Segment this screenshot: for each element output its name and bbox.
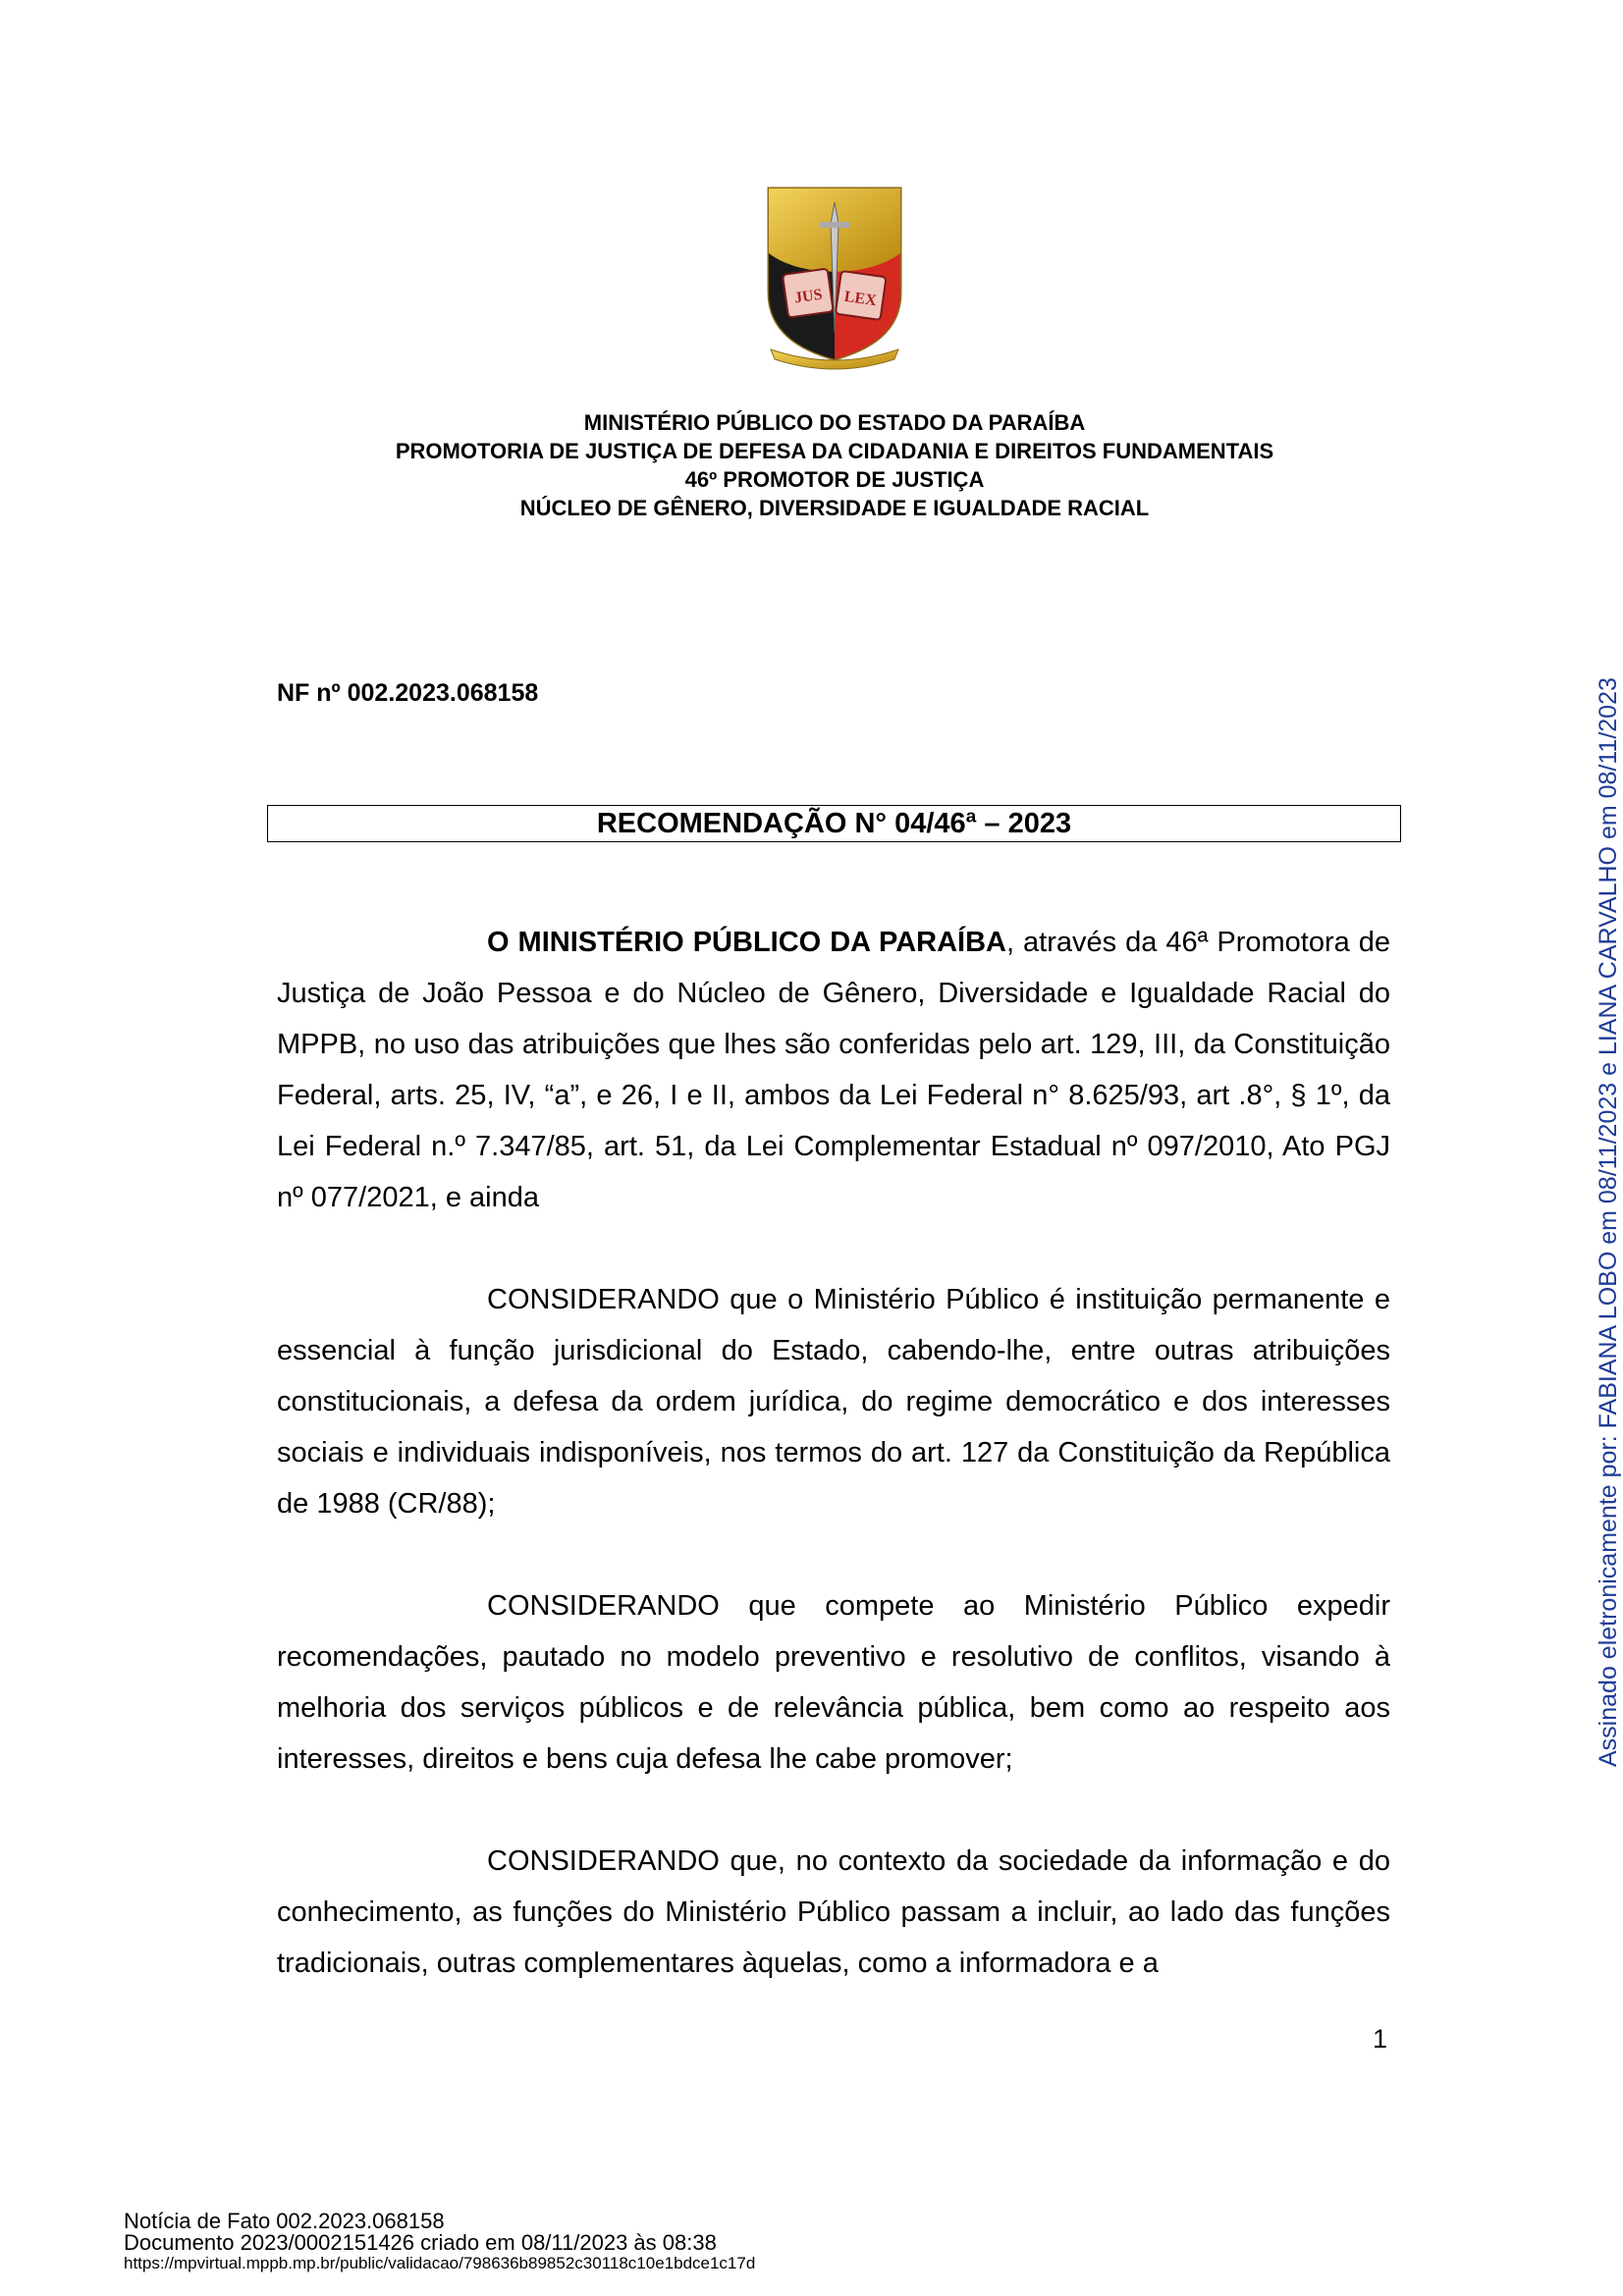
recommendation-title-box	[267, 805, 1401, 842]
header-promotoria: PROMOTORIA DE JUSTIÇA DE DEFESA DA CIDADANIA E DIREITOS FUNDAMENTAIS	[395, 439, 1274, 463]
header-promotor: 46º PROMOTOR DE JUSTIÇA	[684, 467, 985, 492]
logo-text-right: LEX	[842, 288, 878, 310]
footer-documento: Documento 2023/0002151426 criado em 08/11/2023 às 08:38	[124, 2230, 717, 2255]
footer-noticia: Notícia de Fato 002.2023.068158	[124, 2209, 445, 2233]
paragraph-considerando-1	[277, 1274, 1390, 1529]
footer-validation-url[interactable]: https://mpvirtual.mppb.mp.br/public/validacao/798636b89852c30118c10e1bdce1c17d	[124, 2254, 756, 2272]
header-nucleo: NÚCLEO DE GÊNERO, DIVERSIDADE E IGUALDADE RACIAL	[519, 496, 1150, 520]
header-institution: MINISTÉRIO PÚBLICO DO ESTADO DA PARAÍBA	[583, 410, 1086, 435]
electronic-signature: Assinado eletronicamente por: FABIANA LOBO em 08/11/2023 e LIANA CARVALHO em 08/11/2023	[1595, 677, 1622, 1767]
paragraph-lead: O MINISTÉRIO PÚBLICO DA PARAÍBA	[487, 927, 1006, 958]
document-footer	[124, 2211, 755, 2273]
ministerio-publico-crest-icon	[761, 185, 908, 371]
paragraph-considerando-3	[277, 1836, 1390, 1989]
nf-number: NF nº 002.2023.068158	[277, 679, 539, 707]
paragraph-text: CONSIDERANDO que, no contexto da sociedade da informação e do conhecimento, as funções do Ministério Público passam a incluir, ao lado das funções tradicionais, outras complementares àquelas, como a informadora e a	[277, 1845, 1390, 1979]
paragraph-considerando-2	[277, 1580, 1390, 1785]
paragraph-text: CONSIDERANDO que o Ministério Público é instituição permanente e essencial à função jurisdicional do Estado, cabendo-lhe, entre outras atribuições constitucionais, a defesa da ordem jurídica, do regime democrático e dos interesses sociais e individuais indisponíveis, nos termos do art. 127 da Constituição da República de 1988 (CR/88);	[277, 1284, 1390, 1520]
logo-text-left: JUS	[793, 286, 824, 307]
paragraph-text: , através da 46ª Promotora de Justiça de João Pessoa e do Núcleo de Gênero, Diversidade e Igualdade Racial do MPPB, no uso das atribuições que lhes são conferidas pelo art. 129, III, da Constituição Federal, arts. 25, IV, “a”, e 26, I e II, ambos da Lei Federal n° 8.625/93, art .8°, § 1º, da Lei Federal n.º 7.347/85, art. 51, da Lei Complementar Estadual nº 097/2010, Ato PGJ nº 077/2021, e ainda	[277, 927, 1390, 1213]
paragraph-text: CONSIDERANDO que compete ao Ministério Público expedir recomendações, pautado no modelo preventivo e resolutivo de conflitos, visando à melhoria dos serviços públicos e de relevância pública, bem como ao respeito aos interesses, direitos e bens cuja defesa lhe cabe promover;	[277, 1590, 1390, 1775]
recommendation-title: RECOMENDAÇÃO N° 04/46ª – 2023	[596, 807, 1072, 839]
paragraph-intro	[277, 917, 1390, 1223]
document-header	[245, 408, 1424, 522]
page-number: 1	[1373, 2024, 1388, 2054]
